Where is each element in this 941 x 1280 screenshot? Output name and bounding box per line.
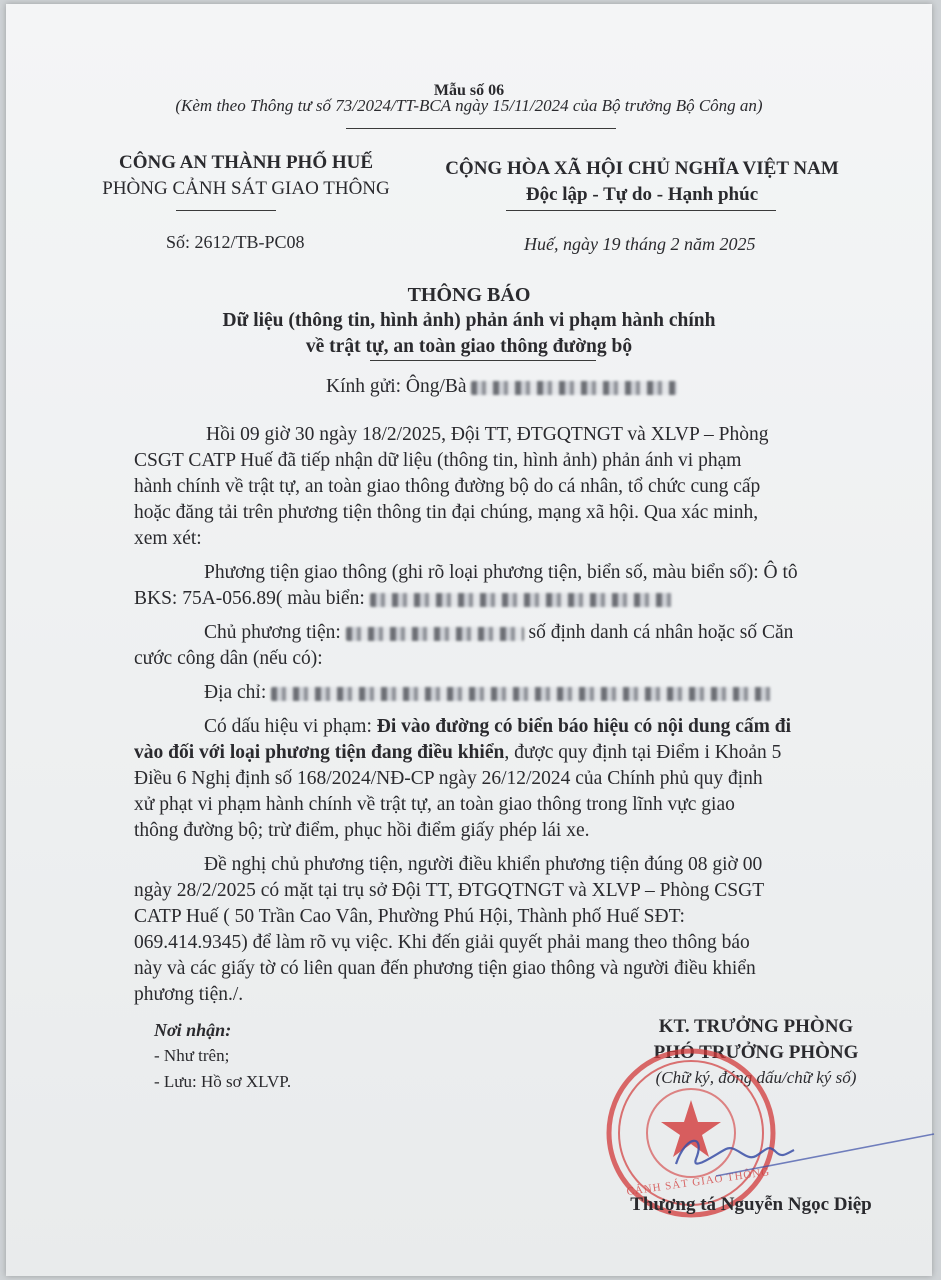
redacted-plate-color [370,593,672,607]
form-number: Mẫu số 06 [433,82,505,99]
title-rule [370,360,596,361]
request-line-3: CATP Huế ( 50 Trần Cao Vân, Phường Phú Hội, Thành phố Huế SĐT: [134,906,685,927]
title-subline-2: về trật tự, an toàn giao thông đường bộ [305,336,633,357]
national-motto: Độc lập - Tự do - Hạnh phúc [525,184,759,205]
title-subline-1: Dữ liệu (thông tin, hình ảnh) phản ánh vi phạm hành chính [222,310,716,331]
vehicle-line-1: Phương tiện giao thông (ghi rõ loại phương tiện, biển số, màu biển số): Ô tô [204,562,798,583]
p1-line-4: hoặc đăng tải trên phương tiện thông tin đại chúng, mạng xã hội. Qua xác minh, [134,502,759,523]
vehicle-plate: BKS: 75A-056.89( màu biển: [134,588,365,609]
redacted-address [271,687,771,701]
recipient-item-2: - Lưu: Hồ sơ XLVP. [154,1072,292,1091]
attach-note: (Kèm theo Thông tư số 73/2024/TT-BCA ngày 15/11/2024 của Bộ trưởng Bộ Công an) [175,96,763,115]
greeting [326,376,677,398]
address-label: Địa chỉ: [204,682,267,703]
p1-line-5: xem xét: [134,528,202,549]
address-line [204,682,771,704]
p1-line-2: CSGT CATP Huế đã tiếp nhận dữ liệu (thông tin, hình ảnh) phản ánh vi phạm [134,450,742,471]
department-name: PHÒNG CẢNH SÁT GIAO THÔNG [102,178,390,199]
signature-note: (Chữ ký, đóng dấu/chữ ký số) [655,1068,857,1087]
redacted-name [471,381,677,395]
violation-bold-2: vào đối với loại phương tiện đang điều khiển [134,742,505,763]
request-line-2: ngày 28/2/2025 có mặt tại trụ sở Đội TT, ĐTGQTNGT và XLVP – Phòng CSGT [134,880,765,901]
recipients-label: Nơi nhận: [154,1020,232,1040]
p1-line-1: Hồi 09 giờ 30 ngày 18/2/2025, Đội TT, ĐTGQTNGT và XLVP – Phòng [206,424,769,445]
greeting-label: Kính gửi: Ông/Bà [326,376,467,397]
date-place: Huế, ngày 19 tháng 2 năm 2025 [524,234,756,254]
request-line-1: Đề nghị chủ phương tiện, người điều khiển phương tiện đúng 08 giờ 00 [204,854,763,875]
document-number: Số: 2612/TB-PC08 [166,232,305,252]
header-rule [346,128,616,129]
violation-line-3: Điều 6 Nghị định số 168/2024/NĐ-CP ngày 26/12/2024 của Chính phủ quy định [134,768,763,789]
violation-rest-1: , được quy định tại Điểm i Khoản 5 [504,742,782,763]
p1-line-3: hành chính về trật tự, an toàn giao thông đường bộ do cá nhân, tổ chức cung cấp [134,476,761,497]
request-line-5: này và các giấy tờ có liên quan đến phương tiện giao thông và người điều khiển [134,958,756,979]
motto-rule [506,210,776,211]
request-line-6: phương tiện./. [134,984,244,1005]
stamp-text: CẢNH SÁT GIAO THÔNG [625,1165,771,1199]
owner-line-2: cước công dân (nếu có): [134,648,323,669]
violation-line-2 [134,742,781,764]
owner-line-1 [204,622,793,644]
signature-title-2: PHÓ TRƯỞNG PHÒNG [653,1042,859,1063]
signature-title-1: KT. TRƯỞNG PHÒNG [658,1016,854,1037]
owner-suffix: số định danh cá nhân hoặc số Căn [528,622,794,643]
recipient-item-1: - Như trên; [154,1046,230,1065]
violation-line-5: thông đường bộ; trừ điểm, phục hồi điểm giấy phép lái xe. [134,820,590,841]
nation-name: CỘNG HÒA XÃ HỘI CHỦ NGHĨA VIỆT NAM [445,158,839,179]
violation-bold-1: Đi vào đường có biển báo hiệu có nội dung cấm đi [376,716,791,737]
redacted-owner [346,627,524,641]
handwritten-signature [656,1114,936,1194]
violation-line-1 [204,716,791,738]
document-title: THÔNG BÁO [407,284,531,306]
violation-prefix: Có dấu hiệu vi phạm: [204,716,377,737]
agency-name: CÔNG AN THÀNH PHỐ HUẾ [118,152,374,173]
left-rule [176,210,276,211]
owner-label: Chủ phương tiện: [204,622,341,643]
vehicle-line-2 [134,588,672,610]
signer-name: Thượng tá Nguyễn Ngọc Diệp [630,1194,872,1215]
document-page [6,4,932,1276]
request-line-4: 069.414.9345) để làm rõ vụ việc. Khi đến giải quyết phải mang theo thông báo [134,932,750,953]
violation-line-4: xử phạt vi phạm hành chính về trật tự, an toàn giao thông trong lĩnh vực giao [134,794,735,815]
